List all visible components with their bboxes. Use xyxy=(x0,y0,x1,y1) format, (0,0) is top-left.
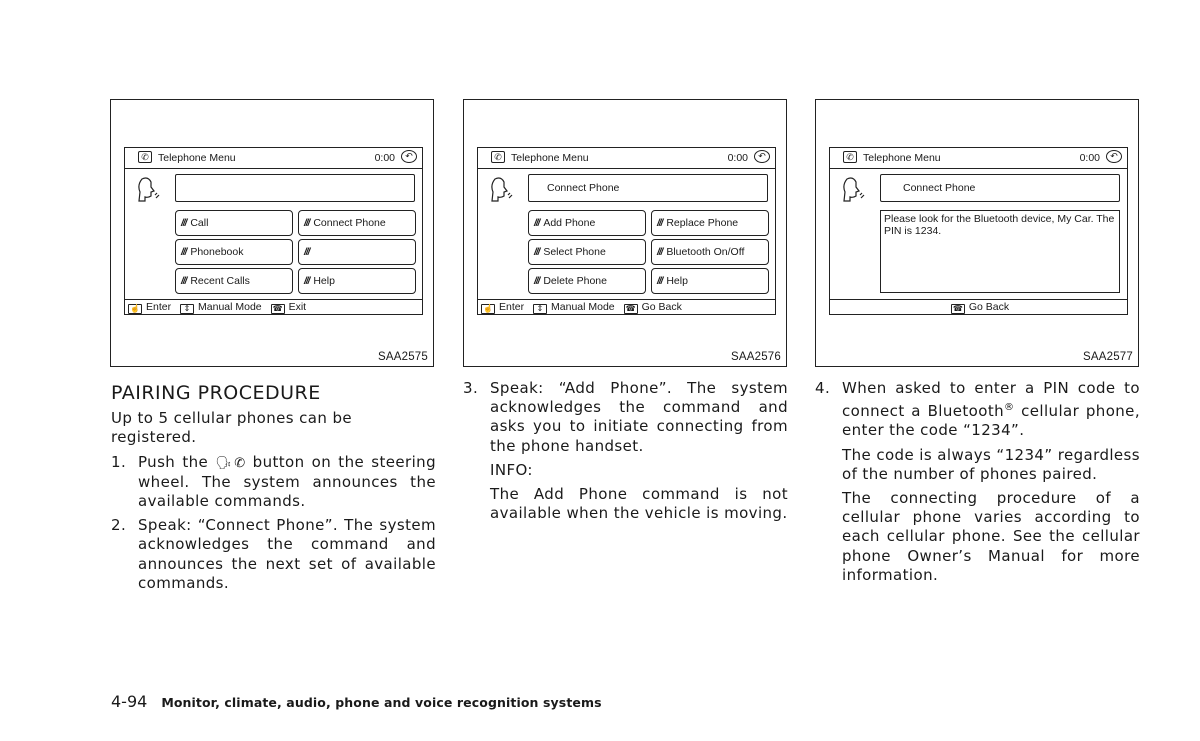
text-column-2 xyxy=(463,379,788,528)
step-4-note: The code is always “1234” regardless of the number of phones paired. xyxy=(842,445,1140,483)
menu-button-label: Replace Phone xyxy=(666,217,739,229)
menu-button-label: Recent Calls xyxy=(190,275,250,287)
end-call-icon: ☎ xyxy=(624,304,638,314)
screen-footer xyxy=(830,299,1127,314)
step-number: 1. xyxy=(111,452,127,471)
footer-label: Go Back xyxy=(968,301,1010,313)
menu-button-add-phone[interactable] xyxy=(528,210,646,236)
speech-display: Connect Phone xyxy=(528,174,768,202)
manual-mode-icon: ⇕ xyxy=(533,304,547,314)
voice-icon: /// xyxy=(181,276,187,287)
call-timer: 0:00 xyxy=(374,152,395,164)
text-column-3 xyxy=(815,379,1140,590)
screen-footer xyxy=(478,299,775,314)
pin-message-box: Please look for the Bluetooth device, My Car. The PIN is 1234. xyxy=(880,210,1120,293)
figure-saa2576 xyxy=(463,99,787,367)
voice-icon: /// xyxy=(304,218,310,229)
screen-title: Telephone Menu xyxy=(863,152,941,164)
figure-id: SAA2577 xyxy=(1083,351,1133,363)
voice-face-icon xyxy=(136,176,160,204)
screen-title: Telephone Menu xyxy=(158,152,236,164)
section-title: Monitor, climate, audio, phone and voice recognition systems xyxy=(161,695,602,710)
voice-icon: /// xyxy=(181,247,187,258)
screen-header xyxy=(125,148,422,169)
telephone-menu-screen xyxy=(829,147,1128,315)
step-4-note: The connecting procedure of a cellular phone varies according to each cellular phone. See the cellular phone Owner’s Manual for more information. xyxy=(842,489,1140,584)
screen-header xyxy=(830,148,1127,169)
voice-icon: /// xyxy=(534,247,540,258)
step-text: When asked to enter a PIN code to connect a Bluetooth xyxy=(842,379,1140,421)
step-number: 3. xyxy=(463,379,479,397)
telephone-menu-screen xyxy=(477,147,776,315)
info-text: The Add Phone command is not available when the vehicle is moving. xyxy=(490,485,788,523)
end-call-icon: ☎ xyxy=(271,304,285,314)
step-1 xyxy=(111,453,436,512)
menu-button-label: Help xyxy=(666,275,688,287)
phone-icon: ✆ xyxy=(138,151,152,163)
telephone-menu-screen xyxy=(124,147,423,315)
screen-title: Telephone Menu xyxy=(511,152,589,164)
enter-icon: ☝ xyxy=(481,304,495,314)
menu-button-label: Delete Phone xyxy=(543,275,607,287)
menu-button-replace-phone[interactable] xyxy=(651,210,769,236)
back-icon[interactable]: ↶ xyxy=(1106,150,1122,163)
voice-icon: /// xyxy=(534,218,540,229)
step-4 xyxy=(815,379,1140,441)
voice-face-icon xyxy=(489,176,513,204)
menu-button-label: Add Phone xyxy=(543,217,596,229)
text-column-1 xyxy=(111,384,436,598)
call-timer: 0:00 xyxy=(1079,152,1100,164)
footer-label: Exit xyxy=(288,301,307,313)
menu-button-connect-phone[interactable] xyxy=(298,210,416,236)
footer-label: Manual Mode xyxy=(198,301,262,313)
figure-saa2577 xyxy=(815,99,1139,367)
speech-display xyxy=(175,174,415,202)
menu-button-call[interactable] xyxy=(175,210,293,236)
footer-label: Manual Mode xyxy=(551,301,615,313)
step-number: 4. xyxy=(815,379,831,397)
voice-icon: /// xyxy=(657,218,663,229)
voice-icon: /// xyxy=(181,218,187,229)
menu-button-recent-calls[interactable] xyxy=(175,268,293,294)
screen-footer xyxy=(125,299,422,314)
voice-icon: /// xyxy=(657,276,663,287)
menu-button-help[interactable] xyxy=(651,268,769,294)
menu-button-bluetooth-on-off[interactable] xyxy=(651,239,769,265)
footer-label: Enter xyxy=(499,301,525,313)
menu-button-label: Connect Phone xyxy=(313,217,386,229)
menu-button-label: Call xyxy=(190,217,209,229)
menu-button-label: Help xyxy=(313,275,335,287)
menu-button-delete-phone[interactable] xyxy=(528,268,646,294)
menu-button-label: Phonebook xyxy=(190,246,244,258)
footer-label: Enter xyxy=(146,301,172,313)
section-heading: PAIRING PROCEDURE xyxy=(111,382,321,404)
page-footer xyxy=(111,692,602,711)
screen-header xyxy=(478,148,775,169)
voice-icon: /// xyxy=(657,247,663,258)
menu-button-label: Select Phone xyxy=(543,246,606,258)
phone-icon: ✆ xyxy=(843,151,857,163)
figure-saa2575 xyxy=(110,99,434,367)
manual-mode-icon: ⇕ xyxy=(180,304,194,314)
step-text: Speak: “Connect Phone”. The system acknowledges the command and announces the next set of available commands. xyxy=(138,516,436,592)
footer-label: Go Back xyxy=(641,301,682,313)
menu-button-phonebook[interactable] xyxy=(175,239,293,265)
registered-mark: ® xyxy=(1004,402,1015,414)
menu-button-label: Bluetooth On/Off xyxy=(666,246,745,258)
end-call-icon: ☎ xyxy=(951,304,965,314)
intro-text: Up to 5 cellular phones can be registered. xyxy=(111,409,353,447)
step-text: Push the xyxy=(138,452,216,471)
step-text: Speak: “Add Phone”. The system acknowledges the command and asks you to initiate connecting from the phone handset. xyxy=(490,379,788,455)
step-text: cellular phone, enter the code “1234”. xyxy=(842,402,1140,440)
figure-id: SAA2576 xyxy=(731,351,781,363)
voice-icon: /// xyxy=(534,276,540,287)
menu-button-help[interactable] xyxy=(298,268,416,294)
call-timer: 0:00 xyxy=(727,152,748,164)
phone-icon: ✆ xyxy=(491,151,505,163)
figure-id: SAA2575 xyxy=(378,351,428,363)
back-icon[interactable]: ↶ xyxy=(401,150,417,163)
voice-face-icon xyxy=(841,176,865,204)
back-icon[interactable]: ↶ xyxy=(754,150,770,163)
enter-icon: ☝ xyxy=(128,304,142,314)
speech-display: Connect Phone xyxy=(880,174,1120,202)
step-text: button on the steering wheel. The system announces the available commands. xyxy=(138,452,436,511)
info-label: INFO: xyxy=(490,460,533,479)
page-number: 4-94 xyxy=(111,692,148,711)
menu-button-empty[interactable] xyxy=(298,239,416,265)
step-number: 2. xyxy=(111,516,127,535)
voice-icon: /// xyxy=(304,276,310,287)
step-3 xyxy=(463,379,788,456)
talk-button-icon: 🗣✆ xyxy=(215,455,246,471)
voice-icon: /// xyxy=(304,247,310,258)
menu-button-select-phone[interactable] xyxy=(528,239,646,265)
step-2 xyxy=(111,516,436,593)
